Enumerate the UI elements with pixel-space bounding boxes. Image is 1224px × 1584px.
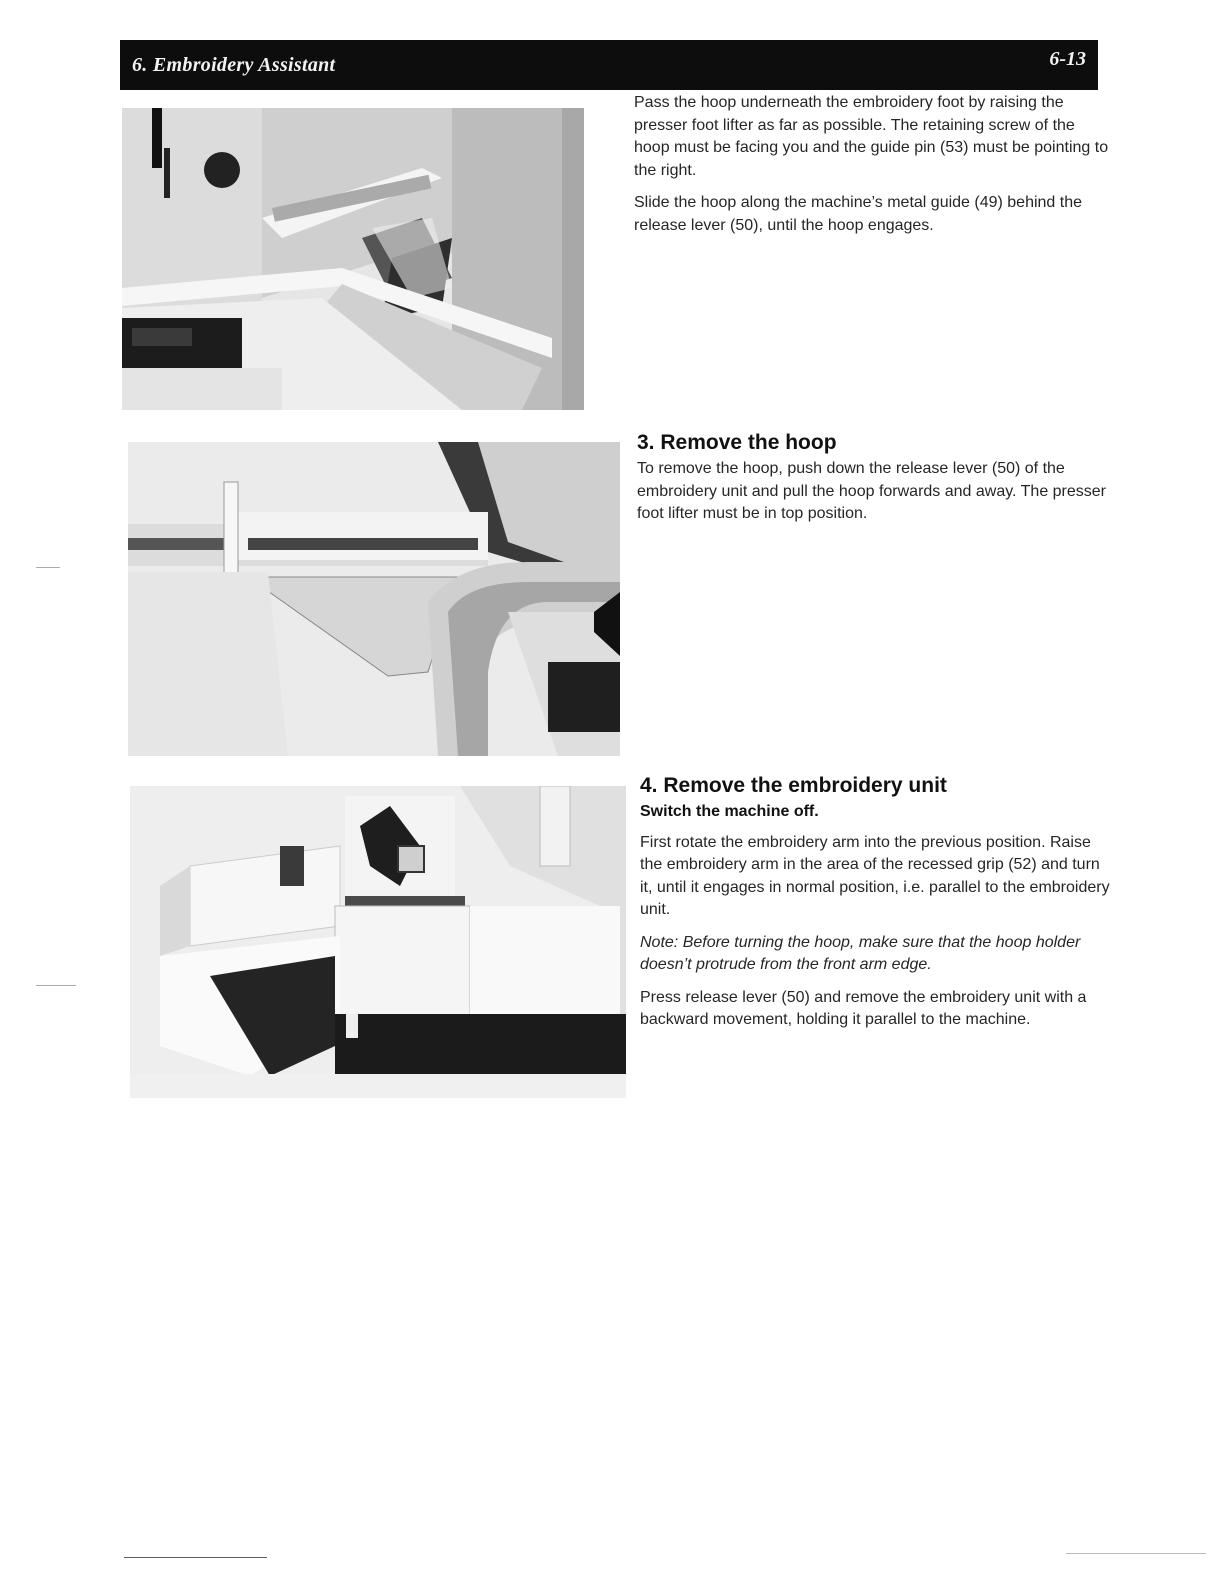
margin-mark <box>36 567 60 568</box>
photo-remove-embroidery-unit <box>130 786 626 1098</box>
paragraph: Press release lever (50) and remove the embroidery unit with a backward movement, holding it parallel to the machine. <box>640 988 1087 1028</box>
photo-remove-hoop <box>128 442 620 756</box>
section-title: 6. Embroidery Assistant <box>132 54 336 76</box>
section-heading: 4. Remove the embroidery unit <box>640 774 947 797</box>
paragraph: First rotate the embroidery arm into the previous position. Raise the embroidery arm in the area of the recessed grip (52) and turn it, until it engages in normal position, i.e. parallel to the embroidery unit. <box>640 833 1110 918</box>
paragraph: Slide the hoop along the machine’s metal guide (49) behind the release lever (50), until the hoop engages. <box>634 194 1083 234</box>
photo-insert-hoop <box>122 108 584 410</box>
paragraph: To remove the hoop, push down the release lever (50) of the embroidery unit and pull the hoop forwards and away. The presser foot lifter must be in top position. <box>637 460 1107 522</box>
sub-heading: Switch the machine off. <box>640 803 819 820</box>
footer-rule-right <box>1066 1553 1206 1554</box>
footer-rule <box>124 1557 267 1558</box>
paragraph: Pass the hoop underneath the embroidery foot by raising the presser foot lifter as far as possible. The retaining screw of the hoop must be facing you and the guide pin (53) must be pointing to the right. <box>634 94 1109 179</box>
remove-embroidery-unit-section <box>640 773 1110 1042</box>
section-heading: 3. Remove the hoop <box>637 431 837 454</box>
page-number: 6-13 <box>1049 48 1086 70</box>
note-paragraph: Note: Before turning the hoop, make sure that the hoop holder doesn’t protrude from the front arm edge. <box>640 933 1081 973</box>
remove-hoop-section <box>637 430 1117 536</box>
section-header-bar <box>120 40 1098 90</box>
insert-hoop-text <box>634 92 1114 247</box>
margin-mark <box>36 985 76 986</box>
